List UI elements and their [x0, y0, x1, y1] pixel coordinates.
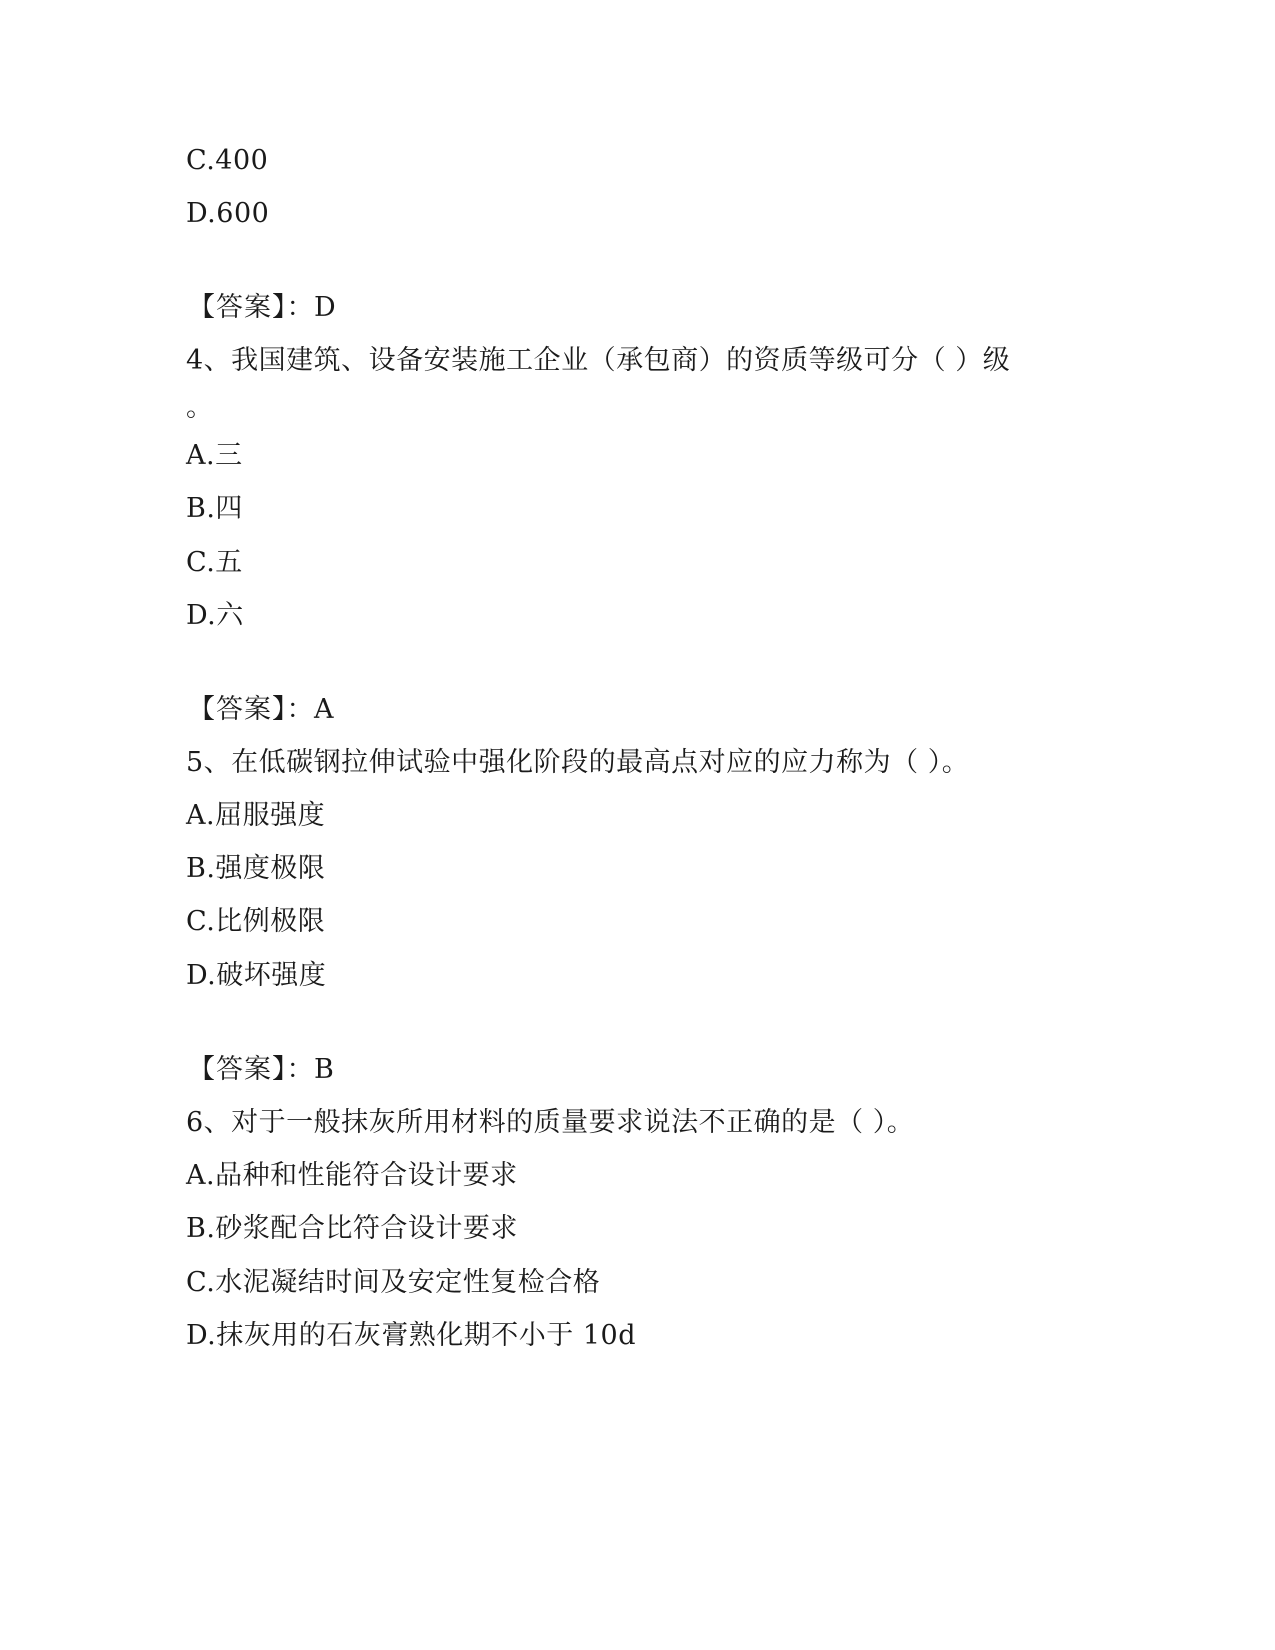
q5-answer	[188, 1052, 334, 1088]
q6-option-c: C.水泥凝结时间及安定性复检合格	[186, 1267, 601, 1298]
answer-label: 【答案】	[188, 694, 287, 725]
answer-label: 【答案】	[188, 292, 287, 323]
q6-option-d: D.抹灰用的石灰膏熟化期不小于 10d	[186, 1320, 636, 1351]
q4-option-b: B.四	[186, 493, 243, 524]
answer-separator: ：	[286, 292, 314, 323]
q6-option-b: B.砂浆配合比符合设计要求	[186, 1213, 518, 1244]
q4-option-c: C.五	[186, 547, 243, 578]
q6-option-a: A.品种和性能符合设计要求	[186, 1160, 518, 1191]
answer-separator: ：	[286, 694, 314, 725]
q5-option-b: B.强度极限	[186, 853, 326, 884]
q5-option-a: A.屈服强度	[186, 800, 326, 831]
q3-answer	[188, 290, 336, 326]
q4-question: 4、我国建筑、设备安装施工企业（承包商）的资质等级可分（ ）级	[186, 345, 1011, 376]
q4-answer	[188, 692, 334, 728]
answer-separator: ：	[286, 1054, 314, 1085]
answer-value: B	[314, 1054, 335, 1085]
q4-option-a: A.三	[186, 440, 243, 471]
answer-label: 【答案】	[188, 1054, 287, 1085]
q6-question: 6、对于一般抹灰所用材料的质量要求说法不正确的是（ ）。	[186, 1107, 915, 1138]
q3-option-c: C.400	[186, 145, 269, 176]
q5-option-d: D.破坏强度	[186, 960, 327, 991]
q5-question: 5、在低碳钢拉伸试验中强化阶段的最高点对应的应力称为（ ）。	[186, 747, 970, 778]
q4-question-continuation: 。	[186, 392, 214, 423]
q5-option-c: C.比例极限	[186, 906, 326, 937]
q3-option-d: D.600	[186, 198, 270, 229]
q4-option-d: D.六	[186, 600, 244, 631]
answer-value: A	[314, 694, 334, 725]
answer-value: D	[314, 292, 337, 323]
